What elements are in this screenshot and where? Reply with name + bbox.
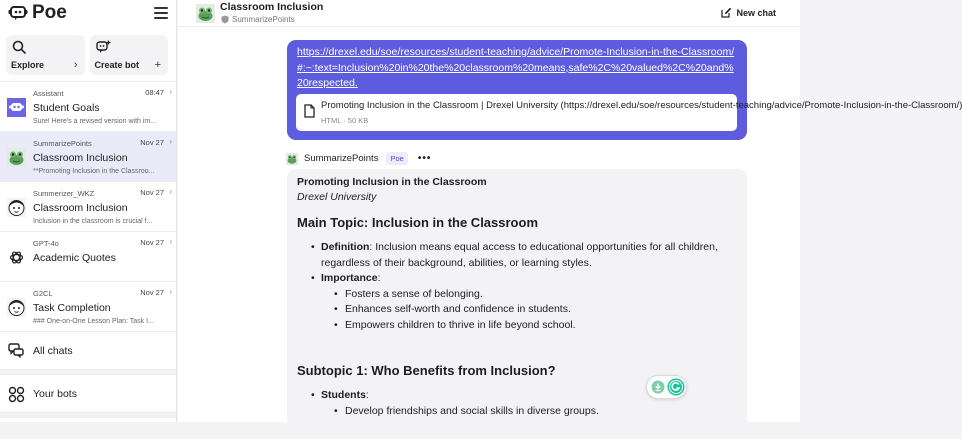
bot-message-header (286, 151, 431, 165)
grammarly-icon (667, 378, 685, 396)
list-item: • Fosters a sense of belonging. (334, 287, 483, 300)
shield-icon (221, 15, 229, 24)
chat-bot-name: Assistant (33, 89, 64, 98)
response-title: Promoting Inclusion in the Classroom (297, 176, 487, 188)
summarizepoints-avatar[interactable] (196, 4, 215, 23)
attachment-meta: HTML · 50 KB (321, 116, 369, 125)
g2cl-avatar (7, 298, 26, 317)
chevron-right-icon: › (169, 87, 172, 96)
poe-logo-icon (8, 5, 28, 21)
bots-grid-icon (8, 386, 25, 403)
chat-date: Nov 27 (140, 138, 164, 147)
chat-date: Nov 27 (140, 288, 164, 297)
list-item-continuation: regardless of their background, abilities, or learning styles. (321, 256, 592, 269)
app-name: Poe (32, 2, 67, 23)
subtopic-heading: Subtopic 1: Who Benefits from Inclusion? (297, 363, 556, 378)
chat-title: Classroom Inclusion (33, 152, 128, 164)
chevron-right-icon: › (169, 287, 172, 296)
more-options-icon[interactable]: ••• (417, 152, 432, 164)
all-chats-label: All chats (33, 345, 73, 357)
response-subtitle: Drexel University (297, 191, 377, 203)
chat-item-task-completion[interactable] (0, 282, 176, 332)
chat-item-classroom-inclusion-active[interactable] (0, 132, 176, 182)
main-topic-heading: Main Topic: Inclusion in the Classroom (297, 215, 539, 230)
your-bots-link[interactable] (0, 375, 176, 413)
chat-item-student-goals[interactable] (0, 82, 176, 132)
chat-preview: Sure! Here's a revised version with im... (33, 118, 157, 125)
chat-header (178, 0, 800, 27)
chat-preview: **Promoting Inclusion in the Classroo... (33, 168, 155, 175)
user-message (287, 40, 962, 140)
all-chats-link[interactable] (0, 332, 176, 370)
poe-badge: Poe (386, 152, 407, 165)
create-bot-button[interactable] (90, 35, 169, 75)
summarizepoints-avatar (7, 148, 26, 167)
bot-name[interactable]: SummarizePoints (304, 152, 379, 164)
file-icon (304, 104, 315, 118)
chat-item-classroom-inclusion[interactable] (0, 182, 176, 232)
chevron-right-icon: › (169, 237, 172, 246)
attachment-card[interactable] (296, 94, 962, 131)
hamburger-menu-icon[interactable] (154, 7, 168, 19)
new-chat-button[interactable] (721, 7, 776, 18)
sidebar-actions (0, 26, 176, 82)
explore-button[interactable] (6, 35, 85, 75)
chat-title[interactable]: Classroom Inclusion (220, 1, 324, 13)
chat-title: Classroom Inclusion (33, 202, 128, 214)
chat-messages (178, 27, 962, 422)
search-icon (12, 40, 26, 54)
list-item: • Students: (311, 389, 369, 401)
sidebar-header (0, 0, 176, 26)
grammarly-widget[interactable] (646, 375, 687, 399)
sidebar (0, 0, 177, 422)
chat-bot-name: SummarizePoints (33, 139, 92, 148)
new-chat-label: New chat (736, 7, 776, 18)
chat-bot-name: G2CL (33, 289, 53, 298)
explore-label: Explore (11, 60, 45, 70)
chat-bot-name: GPT-4o (33, 239, 59, 248)
chevron-right-icon: › (169, 187, 172, 196)
chat-title: Academic Quotes (33, 252, 116, 264)
header-bot-link[interactable] (221, 15, 295, 24)
bot-plus-icon (96, 40, 111, 54)
chat-bubbles-icon (8, 343, 24, 358)
chat-list (0, 82, 176, 332)
summarizepoints-avatar[interactable] (286, 152, 298, 164)
attachment-title: Promoting Inclusion in the Classroom | Drexel University (https://drexel.edu/soe/resources/student-teaching/advice/Promote-Inclusion-in-the-Classroom/) (321, 100, 962, 111)
header-bot-name: SummarizePoints (232, 15, 295, 24)
url-link[interactable]: https://drexel.edu/soe/resources/student-teaching/advice/Promote-Inclusion-in-the-Classroom/#:~:text=Inclusion%20in%20the%20classroom%20means,safe%2C%20valued%2C%20and%20respected (297, 46, 735, 89)
chat-preview: Inclusion in the classroom is crucial f... (33, 218, 153, 225)
gpt-4o-avatar (7, 248, 26, 267)
summerizer-avatar (7, 198, 26, 217)
list-item: • Enhances self-worth and confidence in students. (334, 303, 571, 315)
create-bot-label: Create bot (94, 60, 140, 70)
list-item: • Definition: Inclusion means equal access to educational opportunities for all children, (311, 241, 718, 253)
chevron-right-icon: › (169, 137, 172, 146)
list-item: • Importance: (311, 272, 381, 284)
list-item: • Empowers children to thrive in life beyond school. (334, 318, 576, 331)
divider (0, 413, 176, 418)
chat-date: 08:47 (145, 88, 164, 97)
chevron-right-icon: › (73, 59, 78, 71)
chat-title: Student Goals (33, 102, 100, 114)
poe-logo[interactable] (8, 2, 67, 24)
chat-item-academic-quotes[interactable] (0, 232, 176, 282)
assistant-avatar (7, 98, 26, 117)
chat-bot-name: Summerizer_WKZ (33, 189, 95, 198)
list-item: • Develop friendships and social skills in diverse groups. (334, 404, 599, 417)
user-message-text: https://drexel.edu/soe/resources/student-teaching/advice/Promote-Inclusion-in-the-Classroom/#:~:text=Inclusion%20in%20the%20classroom%20means,safe%2C%20valued%2C%20and%20respected. (297, 46, 735, 89)
chat-title: Task Completion (33, 302, 111, 314)
chat-date: Nov 27 (140, 238, 164, 247)
assist-icon (651, 380, 665, 394)
edit-icon (721, 7, 732, 18)
plus-icon: + (154, 59, 161, 71)
chat-preview: ### One-on-One Lesson Plan: Task I... (33, 318, 154, 325)
chat-date: Nov 27 (140, 188, 164, 197)
your-bots-label: Your bots (33, 388, 77, 400)
